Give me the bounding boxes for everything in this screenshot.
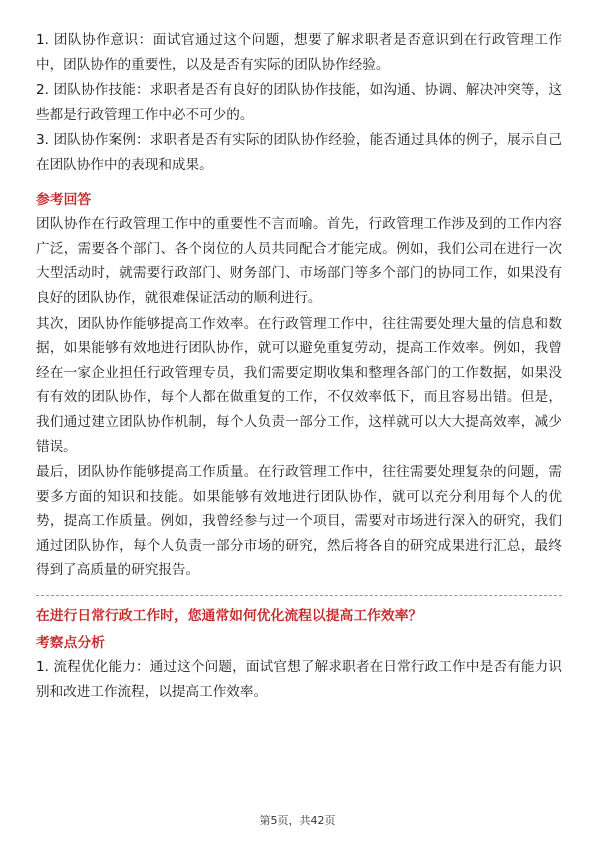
analysis-list bbox=[36, 655, 562, 704]
answer-paragraph: 其次，团队协作能够提高工作效率。在行政管理工作中，往往需要处理大量的信息和数据，如果能够有效地进行团队协作，就可以避免重复劳动，提高工作效率。例如，我曾经在一家企业担任行政管理专员，我们需要定期收集和整理各部门的工作数据，如果没有有效的团队协作，每个人都在做重复的工作，不仅效率低下，而且容易出错。但是，我们通过建立团队协作机制，每个人负责一部分工作，这样就可以大大提高效率，减少错误。 bbox=[36, 315, 562, 455]
answer-paragraph: 最后，团队协作能够提高工作质量。在行政管理工作中，往往需要处理复杂的问题，需要多方面的知识和技能。如果能够有效地进行团队协作，就可以充分利用每个人的优势，提高工作质量。例如，我曾经参与过一个项目，需要对市场进行深入的研究，我们通过团队协作，每个人负责一部分市场的研究，然后将各自的研究成果进行汇总，最终得到了高质量的研究报告。 bbox=[36, 464, 562, 579]
answer-paragraph: 团队协作在行政管理工作中的重要性不言而喻。首先，行政管理工作涉及到的工作内容广泛，需要各个部门、各个岗位的人员共同配合才能完成。例如，我们公司在进行一次大型活动时，就需要行政部门、财务部门、市场部门等多个部门的协同工作，如果没有良好的团队协作，就很难保证活动的顺利进行。 bbox=[36, 216, 562, 306]
list-item: 1. 流程优化能力：通过这个问题，面试官想了解求职者在日常行政工作中是否有能力识别和改进工作流程，以提高工作效率。 bbox=[36, 659, 562, 700]
list-item: 1. 团队协作意识：面试官通过这个问题，想要了解求职者是否意识到在行政管理工作中，团队协作的重要性，以及是否有实际的团队协作经验。 bbox=[36, 32, 562, 73]
list-item: 2. 团队协作技能：求职者是否有良好的团队协作技能，如沟通、协调、解决冲突等，这些都是行政管理工作中必不可少的。 bbox=[36, 82, 562, 123]
reference-answer-body bbox=[36, 212, 562, 583]
page-content bbox=[36, 28, 562, 704]
section-divider bbox=[36, 595, 562, 596]
analysis-heading: 考察点分析 bbox=[36, 634, 105, 651]
question-title: 在进行日常行政工作时，您通常如何优化流程以提高工作效率？ bbox=[36, 608, 423, 625]
reference-answer-heading: 参考回答 bbox=[36, 191, 92, 208]
assessment-points-list bbox=[36, 28, 562, 178]
page-number: 第5页，共42页 bbox=[259, 814, 336, 827]
list-item: 3. 团队协作案例：求职者是否有实际的团队协作经验，能否通过具体的例子，展示自己在团队协作中的表现和成果。 bbox=[36, 132, 562, 173]
